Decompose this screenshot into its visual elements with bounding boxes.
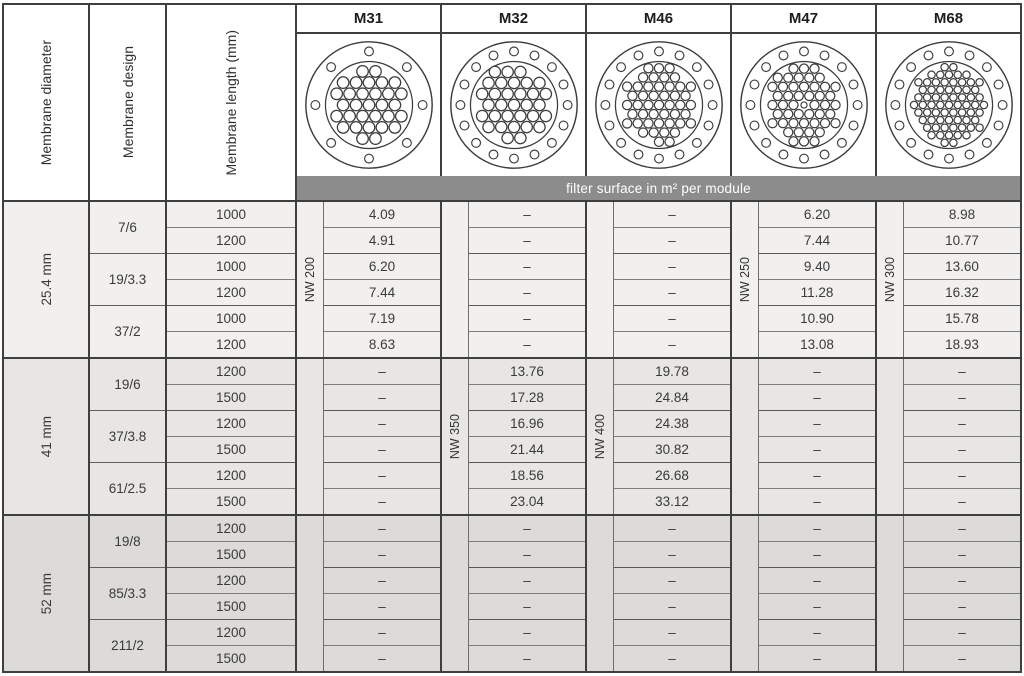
filter-surface-values-M46 (614, 202, 730, 357)
filter-surface-value-cell: – (324, 462, 440, 488)
module-header-M46: M46 (587, 5, 732, 32)
module-header-M68: M68 (933, 10, 964, 27)
filter-surface-value-cell: 6.20 (324, 253, 440, 279)
filter-surface-value-cell: 18.93 (904, 331, 1020, 357)
membrane-diameter-cell (4, 359, 90, 514)
column-header-label: Membrane diameter (38, 39, 54, 166)
membrane-design-label: 61/2.5 (108, 481, 147, 496)
block-25.4-mm (4, 200, 1020, 357)
filter-surface-value-cell: 13.08 (759, 331, 875, 357)
module-column-M32 (442, 202, 587, 357)
filter-surface-value-cell: – (904, 619, 1020, 645)
module-flange-cell-M32 (442, 34, 587, 176)
module-labels-row (297, 5, 1020, 34)
filter-surface-values-M47 (759, 516, 875, 671)
membrane-diameter-label: 41 mm (38, 415, 54, 458)
nw-rating-label: NW 200 (303, 256, 317, 303)
filter-surface-value-cell: – (904, 645, 1020, 671)
filter-surface-value-cell: – (614, 227, 730, 253)
filter-surface-value-cell: – (759, 384, 875, 410)
filter-surface-value-cell: 19.78 (655, 364, 689, 379)
module-flange-cell-M31 (297, 34, 442, 176)
filter-surface-value-cell: – (469, 227, 585, 253)
filter-surface-value-cell: – (614, 253, 730, 279)
filter-surface-value-cell: 13.60 (904, 253, 1020, 279)
filter-surface-value-cell: 15.78 (904, 305, 1020, 331)
nw-rating-cell-M68 (877, 516, 904, 671)
membrane-design-cell (90, 567, 165, 619)
module-column-M31 (297, 516, 442, 671)
filter-surface-value-cell: 23.04 (469, 488, 585, 514)
filter-surface-value-cell: 7.19 (324, 305, 440, 331)
filter-surface-value-cell: – (813, 364, 821, 379)
filter-surface-value-cell: – (469, 567, 585, 593)
filter-surface-value-cell: 6.20 (803, 207, 831, 222)
module-flange-cell-M47 (732, 34, 877, 176)
filter-surface-value-cell: 33.12 (614, 488, 730, 514)
filter-surface-value-cell: – (904, 541, 1020, 567)
membrane-length-cell: 1200 (167, 410, 295, 436)
filter-surface-value-cell: – (378, 364, 386, 379)
module-filter-surface-table (2, 3, 1022, 673)
membrane-length-column (167, 202, 297, 357)
nw-rating-cell-M31 (297, 202, 324, 357)
block-52-mm (4, 514, 1020, 671)
column-header-membrane-length (167, 5, 297, 200)
nw-rating-cell-M47 (732, 359, 759, 514)
membrane-design-cell (90, 619, 165, 671)
filter-surface-value-cell: – (614, 305, 730, 331)
filter-surface-value-cell: – (759, 567, 875, 593)
filter-surface-value-cell: – (469, 279, 585, 305)
filter-surface-value-cell: – (469, 645, 585, 671)
filter-surface-values-M46 (614, 359, 730, 514)
column-header-label: Membrane length (mm) (223, 29, 239, 176)
membrane-design-label: 19/3.3 (108, 272, 147, 287)
membrane-design-label: 211/2 (111, 638, 144, 653)
nw-rating-cell-M47 (732, 516, 759, 671)
filter-surface-values-M46 (614, 516, 730, 671)
filter-surface-value-cell: 24.38 (614, 410, 730, 436)
membrane-length-column (167, 359, 297, 514)
nw-rating-cell-M32 (442, 516, 469, 671)
filter-surface-value-cell: – (904, 436, 1020, 462)
nw-rating-label: NW 250 (738, 256, 752, 303)
filter-surface-values-M31 (324, 202, 440, 357)
filter-surface-value-cell: – (904, 488, 1020, 514)
nw-rating-cell-M46 (587, 516, 614, 671)
module-columns-header (297, 5, 1020, 200)
nw-rating-cell-M31 (297, 359, 324, 514)
module-column-M46 (587, 516, 732, 671)
membrane-design-label: 37/2 (114, 324, 141, 339)
filter-surface-value-cell: – (759, 488, 875, 514)
membrane-length-cell: 1200 (167, 462, 295, 488)
module-column-M68 (877, 202, 1020, 357)
filter-surface-values-M68 (904, 359, 1020, 514)
filter-surface-value-cell: – (668, 521, 676, 536)
filter-surface-value-cell: 17.28 (469, 384, 585, 410)
filter-surface-values-M32 (469, 202, 585, 357)
block-41-mm (4, 357, 1020, 514)
filter-surface-value-cell: – (324, 436, 440, 462)
filter-surface-value-cell: 11.28 (759, 279, 875, 305)
filter-surface-value-cell: – (759, 645, 875, 671)
module-header-M32: M32 (442, 5, 587, 32)
filter-surface-values-M68 (904, 202, 1020, 357)
filter-surface-value-cell: – (958, 364, 966, 379)
filter-surface-value-cell: – (324, 567, 440, 593)
module-column-M31 (297, 202, 442, 357)
filter-surface-value-cell: – (904, 462, 1020, 488)
nw-rating-cell-M46 (587, 202, 614, 357)
membrane-length-cell: 1200 (167, 567, 295, 593)
nw-rating-label: NW 350 (448, 413, 462, 460)
membrane-length-cell: 1000 (215, 207, 247, 222)
module-column-M47 (732, 359, 877, 514)
membrane-length-cell: 1000 (167, 305, 295, 331)
module-column-M68 (877, 516, 1020, 671)
filter-surface-value-cell: – (904, 410, 1020, 436)
filter-surface-value-cell: – (469, 253, 585, 279)
filter-surface-value-cell: – (813, 521, 821, 536)
filter-surface-values-M31 (324, 516, 440, 671)
filter-surface-value-cell: – (614, 593, 730, 619)
nw-rating-cell-M68 (877, 202, 904, 357)
membrane-design-label: 7/6 (118, 220, 137, 235)
membrane-length-cell: 1500 (167, 488, 295, 514)
filter-surface-value-cell: – (759, 619, 875, 645)
filter-surface-value-cell: 26.68 (614, 462, 730, 488)
membrane-length-cell: 1500 (167, 436, 295, 462)
filter-surface-value-cell: 4.91 (324, 227, 440, 253)
filter-surface-values-M47 (759, 202, 875, 357)
filter-surface-value-cell: – (324, 384, 440, 410)
filter-surface-value-cell: – (469, 593, 585, 619)
column-header-membrane-design (90, 5, 167, 200)
filter-surface-value-cell: 16.96 (469, 410, 585, 436)
nw-rating-cell-M47 (732, 202, 759, 357)
nw-rating-label: NW 400 (593, 413, 607, 460)
filter-surface-value-cell: 8.98 (948, 207, 976, 222)
membrane-length-column (167, 516, 297, 671)
filter-surface-value-cell: 9.40 (759, 253, 875, 279)
filter-surface-value-cell: 13.76 (510, 364, 544, 379)
membrane-design-cell (90, 516, 165, 567)
membrane-design-column (90, 202, 167, 357)
column-header-membrane-diameter (4, 5, 90, 200)
filter-surface-value-cell: – (904, 384, 1020, 410)
filter-surface-value-cell: – (324, 619, 440, 645)
filter-surface-value-cell: – (324, 488, 440, 514)
membrane-design-label: 37/3.8 (108, 429, 147, 444)
filter-surface-value-cell: – (324, 541, 440, 567)
filter-surface-value-cell: 7.44 (759, 227, 875, 253)
nw-rating-cell-M32 (442, 202, 469, 357)
filter-surface-value-cell: – (324, 593, 440, 619)
column-header-label: Membrane design (119, 46, 136, 159)
filter-surface-value-cell: – (614, 541, 730, 567)
flange-cross-section-icon (447, 36, 581, 174)
filter-surface-value-cell: 16.32 (904, 279, 1020, 305)
filter-surface-value-cell: – (324, 410, 440, 436)
filter-surface-values-M47 (759, 359, 875, 514)
filter-surface-value-cell: 10.90 (759, 305, 875, 331)
module-column-M46 (587, 202, 732, 357)
filter-surface-value-cell: – (958, 521, 966, 536)
membrane-length-cell: 1200 (215, 521, 247, 536)
filter-surface-value-cell: – (614, 331, 730, 357)
module-column-M68 (877, 359, 1020, 514)
filter-surface-value-cell: – (759, 410, 875, 436)
filter-surface-value-cell: – (614, 279, 730, 305)
membrane-length-cell: 1200 (167, 619, 295, 645)
nw-rating-cell-M68 (877, 359, 904, 514)
flange-cross-section-icon (302, 36, 436, 174)
module-flange-cell-M68 (877, 34, 1020, 176)
module-column-M32 (442, 359, 587, 514)
nw-rating-cell-M46 (587, 359, 614, 514)
flange-cross-section-icon (737, 36, 871, 174)
membrane-design-cell (90, 410, 165, 462)
filter-surface-value-cell: – (904, 567, 1020, 593)
nw-rating-cell-M31 (297, 516, 324, 671)
filter-surface-value-cell: – (614, 645, 730, 671)
module-header-M31: M31 (297, 5, 442, 32)
membrane-length-cell: 1200 (167, 279, 295, 305)
membrane-design-cell (90, 202, 165, 253)
membrane-length-cell: 1500 (167, 645, 295, 671)
filter-surface-value-cell: 10.77 (904, 227, 1020, 253)
filter-surface-value-cell: – (523, 207, 531, 222)
filter-surface-value-cell: – (469, 619, 585, 645)
module-header-M47: M47 (732, 5, 877, 32)
flange-cross-section-icon (882, 36, 1016, 174)
filter-surface-value-cell: – (759, 436, 875, 462)
membrane-design-cell (90, 359, 165, 410)
membrane-length-cell: 1500 (167, 384, 295, 410)
filter-surface-value-cell: 30.82 (614, 436, 730, 462)
module-flange-cell-M46 (587, 34, 732, 176)
module-column-M46 (587, 359, 732, 514)
module-column-M31 (297, 359, 442, 514)
filter-surface-values-M31 (324, 359, 440, 514)
filter-surface-value-cell: – (378, 521, 386, 536)
filter-surface-value-cell: 24.84 (614, 384, 730, 410)
membrane-design-cell (90, 462, 165, 514)
table-header (4, 5, 1020, 200)
filter-surface-values-M32 (469, 359, 585, 514)
filter-surface-values-M32 (469, 516, 585, 671)
membrane-design-label: 19/8 (114, 534, 141, 549)
membrane-length-cell: 1200 (167, 227, 295, 253)
filter-surface-value-cell: – (469, 541, 585, 567)
filter-surface-value-cell: 4.09 (368, 207, 396, 222)
filter-surface-banner: filter surface in m² per module (297, 176, 1020, 200)
filter-surface-value-cell: 21.44 (469, 436, 585, 462)
membrane-design-column (90, 516, 167, 671)
filter-surface-value-cell: – (759, 541, 875, 567)
filter-surface-value-cell: 18.56 (469, 462, 585, 488)
filter-surface-value-cell: – (614, 567, 730, 593)
module-column-M32 (442, 516, 587, 671)
membrane-length-cell: 1500 (167, 541, 295, 567)
filter-surface-value-cell: – (324, 645, 440, 671)
membrane-length-cell: 1200 (215, 364, 247, 379)
filter-surface-value-cell: 8.63 (324, 331, 440, 357)
module-flange-row (297, 34, 1020, 176)
membrane-diameter-cell (4, 202, 90, 357)
membrane-design-label: 85/3.3 (108, 586, 147, 601)
membrane-design-cell (90, 253, 165, 305)
flange-cross-section-icon (592, 36, 726, 174)
filter-surface-value-cell: – (904, 593, 1020, 619)
filter-surface-value-cell: – (469, 305, 585, 331)
module-column-M47 (732, 516, 877, 671)
membrane-diameter-cell (4, 516, 90, 671)
membrane-length-cell: 1200 (167, 331, 295, 357)
filter-surface-value-cell: – (523, 521, 531, 536)
filter-surface-value-cell: – (668, 207, 676, 222)
membrane-design-cell (90, 305, 165, 357)
membrane-diameter-label: 52 mm (38, 572, 54, 615)
membrane-length-cell: 1500 (167, 593, 295, 619)
nw-rating-label: NW 300 (883, 256, 897, 303)
filter-surface-values-M68 (904, 516, 1020, 671)
filter-surface-value-cell: – (759, 593, 875, 619)
membrane-diameter-label: 25.4 mm (38, 253, 54, 306)
filter-surface-value-cell: – (614, 619, 730, 645)
filter-surface-value-cell: 7.44 (324, 279, 440, 305)
membrane-length-cell: 1000 (167, 253, 295, 279)
filter-surface-value-cell: – (759, 462, 875, 488)
membrane-design-label: 19/6 (114, 377, 141, 392)
module-column-M47 (732, 202, 877, 357)
filter-surface-value-cell: – (469, 331, 585, 357)
nw-rating-cell-M32 (442, 359, 469, 514)
membrane-design-column (90, 359, 167, 514)
